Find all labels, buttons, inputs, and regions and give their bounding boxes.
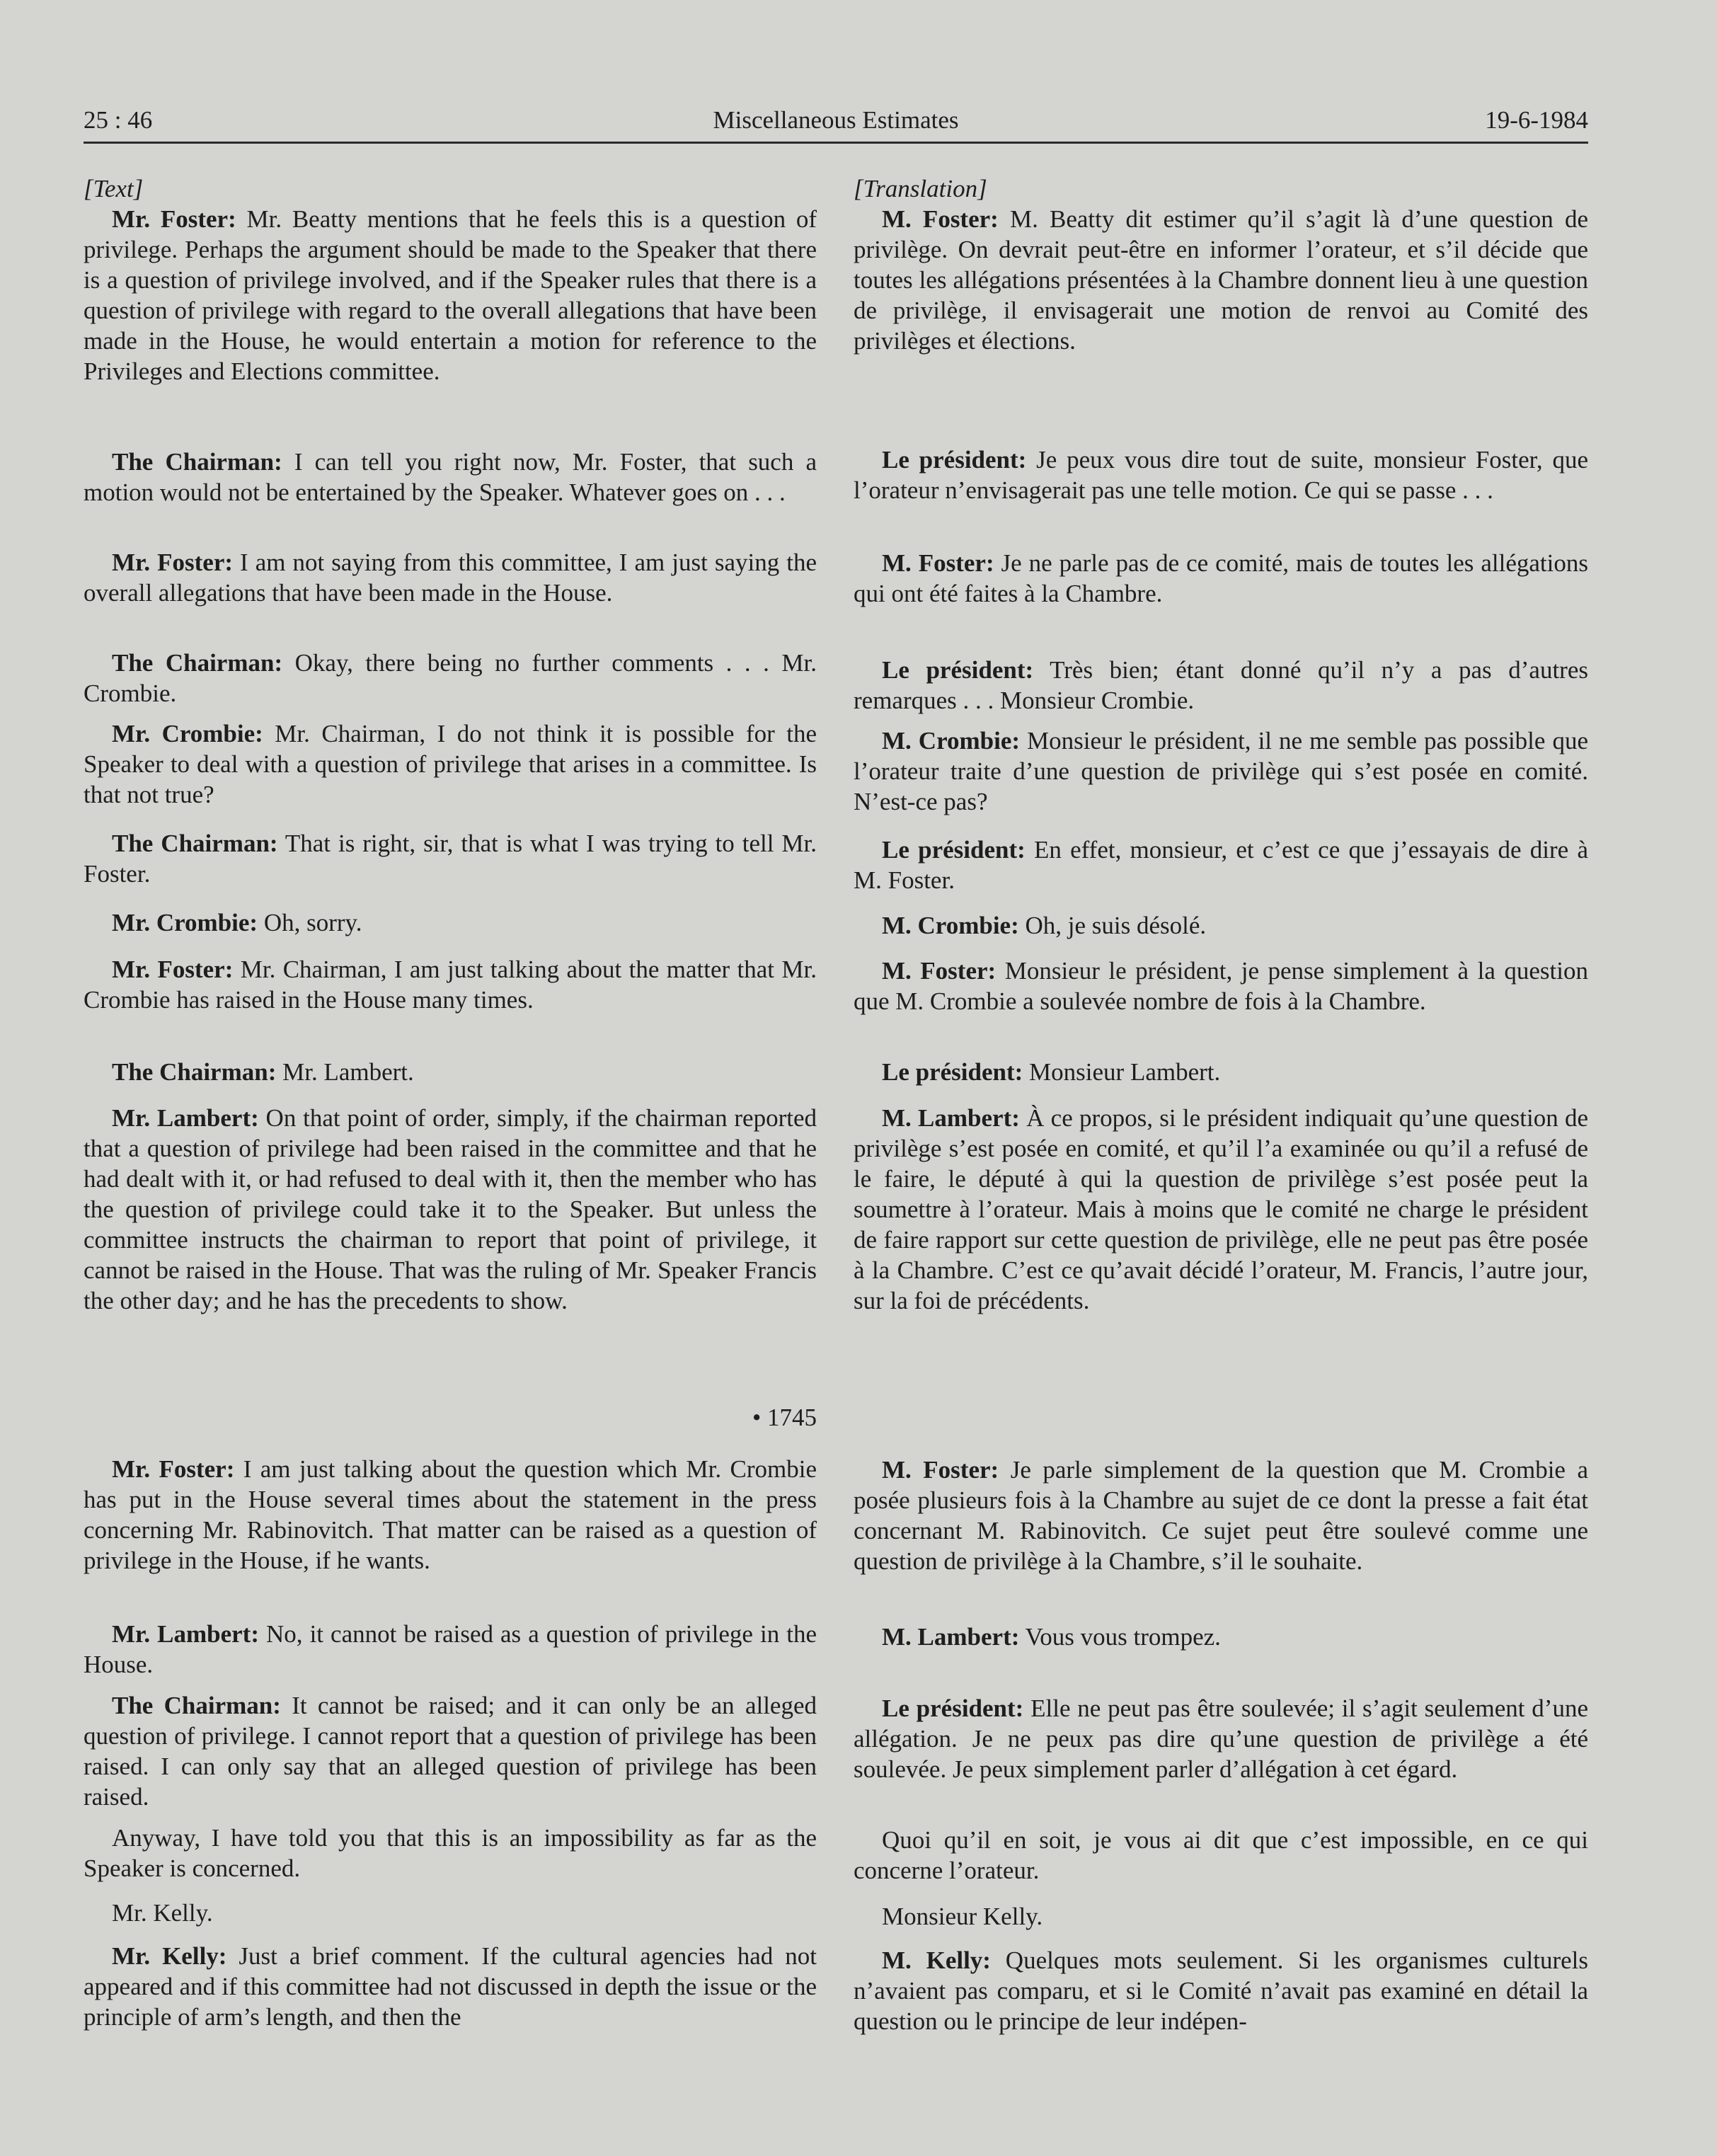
speech-text: Mr. Chairman, I do not think it is possible for the Speaker to deal with a question of privilege that arises in a committee. Is that not true?	[84, 720, 817, 808]
speech-text: Très bien; étant donné qu’il n’y a pas d’autres remarques . . . Monsieur Crombie.	[854, 656, 1588, 714]
speech-text: En effet, monsieur, et c’est ce que j’essayais de dire à M. Foster.	[854, 836, 1588, 894]
paragraph	[854, 910, 1588, 941]
speaker-name: Mr. Crombie:	[112, 909, 258, 936]
speaker-name: The Chairman:	[112, 830, 278, 857]
speech-text: Monsieur le président, il ne me semble pas possible que l’orateur traite d’une question de privilège qui s’est posée en comité. N’est-ce pas?	[854, 727, 1588, 815]
speaker-name: Le président:	[882, 1058, 1023, 1086]
paragraph	[854, 1901, 1588, 1932]
speaker-name: M. Foster:	[882, 205, 999, 233]
speaker-name: M. Kelly:	[882, 1946, 991, 1974]
speech-text: Elle ne peut pas être soulevée; il s’agit seulement d’une allégation. Je ne peux pas dire qu’une question de privilège a été soulevée. Je peux simplement parler d’allégation à cet égard.	[854, 1695, 1588, 1783]
speech-text: Quoi qu’il en soit, je vous ai dit que c’est impossible, en ce qui concerne l’orateur.	[854, 1826, 1588, 1884]
speaker-name: M. Crombie:	[882, 727, 1021, 755]
speech-text: Oh, sorry.	[258, 909, 362, 936]
speech-text: Okay, there being no further comments . . . Mr. Crombie.	[84, 649, 817, 707]
paragraph	[854, 1825, 1588, 1886]
speech-text: I am just talking about the question which Mr. Crombie has put in the House several times about the statement in the press concerning Mr. Rabinovitch. That matter can be raised as a question of privilege in the House, if he wants.	[84, 1455, 817, 1574]
publication-date: 19-6-1984	[1485, 106, 1588, 134]
speaker-name: M. Foster:	[882, 549, 994, 577]
speech-text: Mr. Beatty mentions that he feels this is a question of privilege. Perhaps the argument should be made to the Speaker that there is a question of privilege involved, and if the Speaker rules that there is a question of privilege with regard to the overall allegations that have been made in the House, he would entertain a motion for reference to the Privileges and Elections committee.	[84, 205, 817, 385]
speaker-name: The Chairman:	[112, 448, 282, 476]
speech-text: Mr. Lambert.	[276, 1058, 414, 1086]
paragraph	[84, 1941, 817, 2032]
paragraph	[854, 548, 1588, 609]
speaker-name: M. Foster:	[882, 957, 997, 985]
paragraph	[84, 1823, 817, 1883]
paragraph	[84, 907, 817, 938]
speech-text: Anyway, I have told you that this is an impossibility as far as the Speaker is concerned.	[84, 1824, 817, 1882]
paragraph	[854, 956, 1588, 1016]
speaker-name: Mr. Foster:	[112, 205, 236, 233]
paragraph	[854, 1622, 1588, 1652]
speech-text: On that point of order, simply, if the chairman reported that a question of privilege had been raised in the committee and that he had dealt with it, or had refused to deal with it, then the member who has the question of privilege could take it to the Speaker. But unless the committee instructs the chairman to report that point of privilege, it cannot be raised in the House. That was the ruling of Mr. Speaker Francis the other day; and he has the precedents to show.	[84, 1104, 817, 1314]
speaker-name: M. Crombie:	[882, 912, 1019, 939]
paragraph	[854, 835, 1588, 895]
speaker-name: Mr. Foster:	[112, 1455, 235, 1483]
paragraph	[84, 447, 817, 508]
paragraph	[854, 1057, 1588, 1087]
speech-text: À ce propos, si le président indiquait qu’une question de privilège s’est posée en comité, et qu’il l’a examinée ou qu’il a refusé de le faire, le député à qui la question de privilège s’est posée peut la soumettre à l’orateur. Mais à moins que le comité ne charge le président de faire rapport sur cette question de privilège, elle ne peut pas être posée à la Chambre. C’est ce qu’avait décidé l’orateur, M. Francis, l’autre jour, sur la foi de précédents.	[854, 1104, 1588, 1314]
speech-text: That is right, sir, that is what I was trying to tell Mr. Foster.	[84, 830, 817, 888]
speaker-name: M. Lambert:	[882, 1623, 1020, 1651]
speaker-name: Mr. Foster:	[112, 956, 234, 983]
speech-text: Je ne parle pas de ce comité, mais de toutes les allégations qui ont été faites à la Chambre.	[854, 549, 1588, 607]
speech-text: I am not saying from this committee, I am just saying the overall allegations that have been made in the House.	[84, 549, 817, 607]
speech-text: Just a brief comment. If the cultural agencies had not appeared and if this committee had not discussed in depth the issue or the principle of arm’s length, and then the	[84, 1942, 817, 2031]
paragraph	[84, 547, 817, 608]
language-tag: [Translation]	[854, 175, 987, 202]
language-tag: [Text]	[84, 175, 144, 202]
paragraph	[84, 1454, 817, 1576]
paragraph	[84, 1103, 817, 1316]
speech-text: M. Beatty dit estimer qu’il s’agit là d’une question de privilège. On devrait peut-être en informer l’orateur, et s’il décide que toutes les allégations présentées à la Chambre donnent lieu à une question de privilège, il envisagerait une motion de renvoi au Comité des privilèges et élections.	[854, 205, 1588, 355]
page-number: 25 : 46	[84, 106, 153, 134]
paragraph	[854, 1945, 1588, 2036]
speech-text: No, it cannot be raised as a question of privilege in the House.	[84, 1620, 817, 1678]
speaker-name: Le président:	[882, 1695, 1024, 1722]
speech-text: Monsieur Kelly.	[882, 1903, 1043, 1930]
page-header	[84, 101, 1588, 144]
paragraph	[84, 1619, 817, 1680]
speech-text: Monsieur le président, je pense simplement à la question que M. Crombie a soulevée nombre de fois à la Chambre.	[854, 957, 1588, 1015]
speaker-name: M. Lambert:	[882, 1104, 1020, 1132]
paragraph	[854, 1693, 1588, 1784]
paragraph	[854, 1103, 1588, 1316]
paragraph	[84, 648, 817, 709]
paragraph	[854, 655, 1588, 716]
speech-text: I can tell you right now, Mr. Foster, that such a motion would not be entertained by the Speaker. Whatever goes on . . .	[84, 448, 817, 506]
speaker-name: Le président:	[882, 446, 1027, 474]
paragraph	[84, 828, 817, 889]
speech-text: Mr. Kelly.	[112, 1899, 213, 1927]
speaker-name: Mr. Crombie:	[112, 720, 263, 747]
speaker-name: Mr. Lambert:	[112, 1620, 259, 1648]
publication-title: Miscellaneous Estimates	[713, 106, 959, 134]
speaker-name: M. Foster:	[882, 1456, 999, 1484]
speaker-name: The Chairman:	[112, 1058, 277, 1086]
paragraph	[84, 1057, 817, 1087]
speaker-name: Le président:	[882, 656, 1034, 684]
speech-text: Mr. Chairman, I am just talking about the matter that Mr. Crombie has raised in the House many times.	[84, 956, 817, 1014]
paragraph	[854, 726, 1588, 817]
speech-text: It cannot be raised; and it can only be an alleged question of privilege. I cannot report that a question of privilege has been raised. I can only say that an alleged question of privilege has been raised.	[84, 1692, 817, 1811]
speaker-name: The Chairman:	[112, 649, 283, 677]
speaker-name: Le président:	[882, 836, 1026, 864]
speaker-name: Mr. Lambert:	[112, 1104, 259, 1132]
speech-text: Quelques mots seulement. Si les organismes culturels n’avaient pas comparu, et si le Comité n’avait pas examiné en détail la question ou le principe de leur indépen-	[854, 1946, 1588, 2035]
speaker-name: Mr. Kelly:	[112, 1942, 227, 1970]
paragraph	[84, 718, 817, 810]
paragraph	[84, 204, 817, 386]
paragraph	[84, 954, 817, 1015]
paragraph	[854, 445, 1588, 505]
paragraph	[84, 1898, 817, 1928]
speech-text: Monsieur Lambert.	[1023, 1058, 1221, 1086]
speech-text: Oh, je suis désolé.	[1018, 912, 1207, 939]
paragraph	[854, 204, 1588, 356]
speech-text: Je peux vous dire tout de suite, monsieur Foster, que l’orateur n’envisagerait pas une telle motion. Ce qui se passe . . .	[854, 446, 1589, 504]
paragraph	[854, 1455, 1588, 1576]
speech-text: Vous vous trompez.	[1019, 1623, 1221, 1651]
speaker-name: Mr. Foster:	[112, 549, 234, 576]
time-marker: • 1745	[752, 1404, 817, 1431]
speaker-name: The Chairman:	[112, 1692, 281, 1719]
speech-text: Je parle simplement de la question que M. Crombie a posée plusieurs fois à la Chambre au sujet de ce dont la presse a fait état concernant M. Rabinovitch. Ce sujet peut être soulevé comme une question de privilège à la Chambre, s’il le souhaite.	[854, 1456, 1589, 1575]
paragraph	[84, 1690, 817, 1812]
